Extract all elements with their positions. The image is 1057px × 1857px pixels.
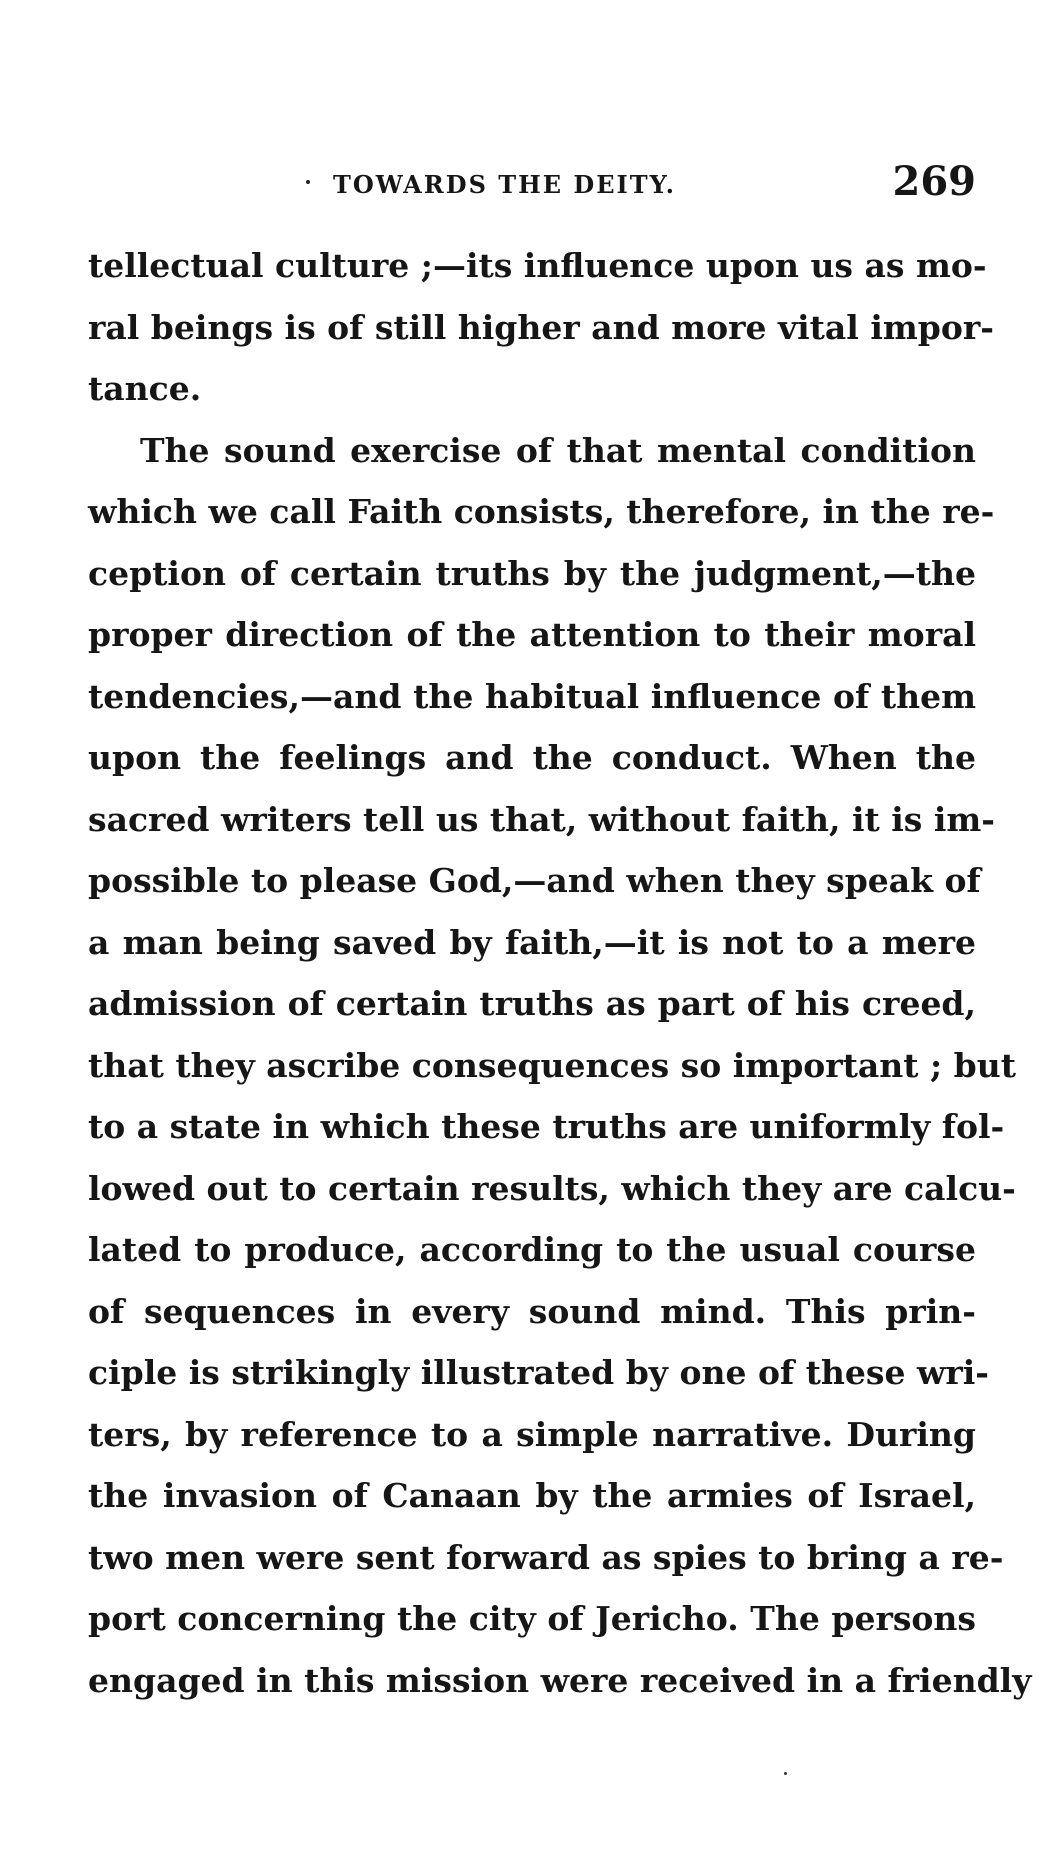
text-line: engaged in this mission were received in a friendly — [88, 1660, 1032, 1700]
text-line: that they ascribe consequences so important ; but — [88, 1045, 1016, 1085]
running-head — [88, 160, 976, 210]
text-line: tance. — [88, 369, 202, 408]
text-line: lated to produce, according to the usual course — [88, 1230, 976, 1269]
text-line: ters, by reference to a simple narrative. During — [88, 1414, 976, 1454]
text-line: a man being saved by faith,—it is not to a mere — [88, 922, 976, 962]
text-line: to a state in which these truths are uniformly fol- — [88, 1107, 1005, 1146]
page-number: 269 — [892, 158, 976, 205]
text-line: two men were sent forward as spies to bring a re- — [88, 1537, 1004, 1577]
text-line: ception of certain truths by the judgment,—the — [88, 553, 976, 593]
text-line: ral beings is of still higher and more vital impor- — [88, 307, 994, 347]
text-line: the invasion of Canaan by the armies of Israel, — [88, 1476, 976, 1515]
text-line: The sound exercise of that mental condition — [140, 430, 976, 470]
text-line: tellectual culture ;—its influence upon us as mo- — [88, 246, 987, 285]
body-text — [88, 235, 1032, 1711]
text-line: sacred writers tell us that, without faith, it is im- — [88, 799, 995, 839]
header-dot — [306, 180, 310, 184]
text-line: admission of certain truths as part of his creed, — [88, 984, 976, 1023]
text-line: possible to please God,—and when they speak of — [88, 861, 981, 900]
text-line: of sequences in every sound mind. This prin- — [88, 1291, 976, 1331]
text-line: tendencies,—and the habitual influence of them — [88, 676, 976, 716]
running-title: TOWARDS THE DEITY. — [333, 170, 677, 199]
text-line: lowed out to certain results, which they are calcu- — [88, 1168, 1016, 1208]
ink-speck — [784, 1772, 787, 1775]
text-line: ciple is strikingly illustrated by one of these wri- — [88, 1353, 989, 1392]
text-line: port concerning the city of Jericho. The persons — [88, 1599, 976, 1638]
text-line: proper direction of the attention to their moral — [88, 615, 976, 654]
text-line: which we call Faith consists, therefore, in the re- — [88, 492, 995, 531]
text-line: upon the feelings and the conduct. When the — [88, 738, 976, 777]
